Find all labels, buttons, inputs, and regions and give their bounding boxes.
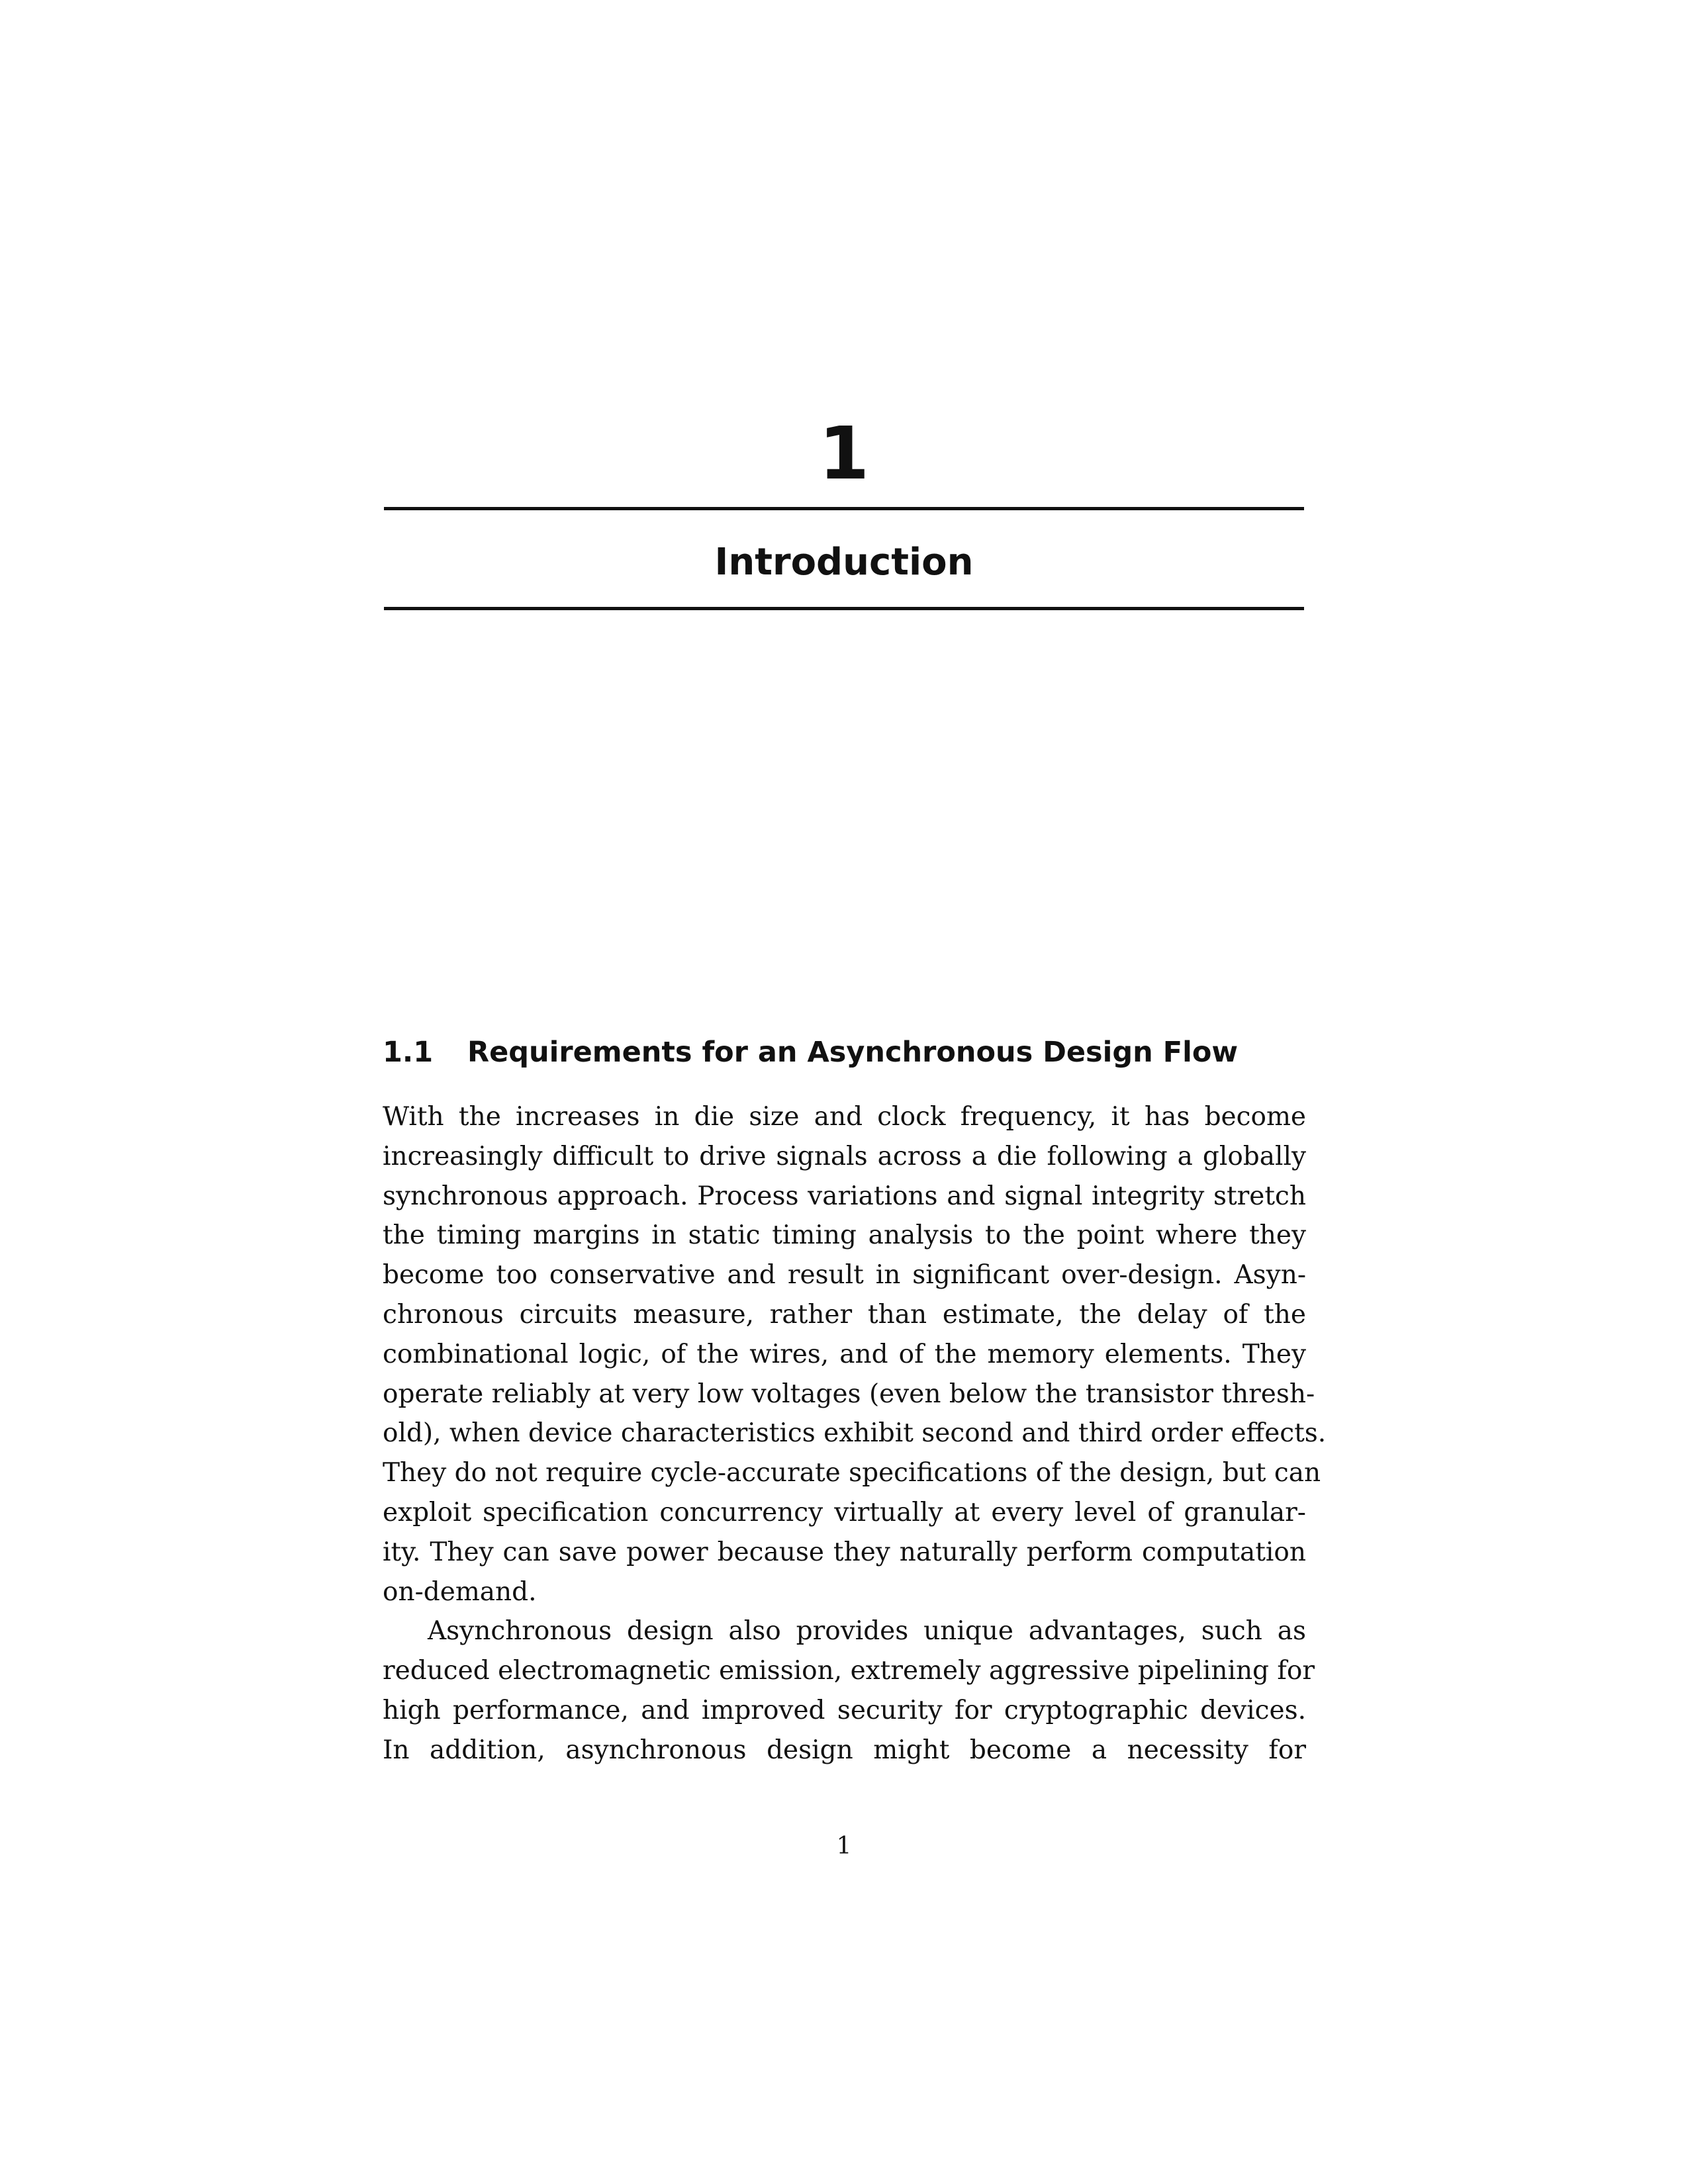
text-line: reduced electromagnetic emission, extremely aggressive pipelining for	[383, 1656, 1315, 1686]
paragraph-2	[383, 1612, 1315, 1770]
body-text	[383, 1097, 1327, 1770]
page-number: 1	[836, 1833, 852, 1860]
chapter-rule-top	[384, 507, 1304, 510]
text-line: on-demand.	[383, 1576, 537, 1607]
chapter-rule-bottom	[384, 607, 1304, 610]
text-line: become too conservative and result in significant over-design. Asyn-	[383, 1260, 1306, 1291]
text-line: chronous circuits measure, rather than estimate, the delay of the	[383, 1299, 1306, 1330]
text-line: With the increases in die size and clock frequency, it has become	[383, 1102, 1306, 1132]
text-line: synchronous approach. Process variations and signal integrity stretch	[383, 1181, 1306, 1211]
chapter-number: 1	[818, 411, 870, 496]
text-line: increasingly difficult to drive signals across a die following a globally	[383, 1141, 1306, 1171]
text-line: operate reliably at very low voltages (even below the transistor thresh-	[383, 1379, 1315, 1409]
paragraph-1	[383, 1097, 1327, 1612]
text-line: combinational logic, of the wires, and of the memory elements. They	[383, 1339, 1306, 1369]
text-line: high performance, and improved security for cryptographic devices.	[383, 1695, 1306, 1725]
text-line: the timing margins in static timing analysis to the point where they	[383, 1220, 1306, 1251]
section-title: Requirements for an Asynchronous Design Flow	[467, 1036, 1239, 1069]
section-heading	[383, 1032, 1238, 1072]
text-line: In addition, asynchronous design might become a necessity for	[383, 1735, 1306, 1765]
text-line: exploit specification concurrency virtually at every level of granular-	[383, 1497, 1306, 1527]
text-line: ity. They can save power because they naturally perform computation	[383, 1537, 1306, 1567]
text-line: Asynchronous design also provides unique advantages, such as	[428, 1616, 1306, 1647]
chapter-title: Introduction	[714, 541, 974, 584]
text-line: old), when device characteristics exhibit second and third order effects.	[383, 1418, 1327, 1449]
section-number: 1.1	[383, 1036, 434, 1069]
text-line: They do not require cycle-accurate specifications of the design, but can	[383, 1458, 1321, 1488]
